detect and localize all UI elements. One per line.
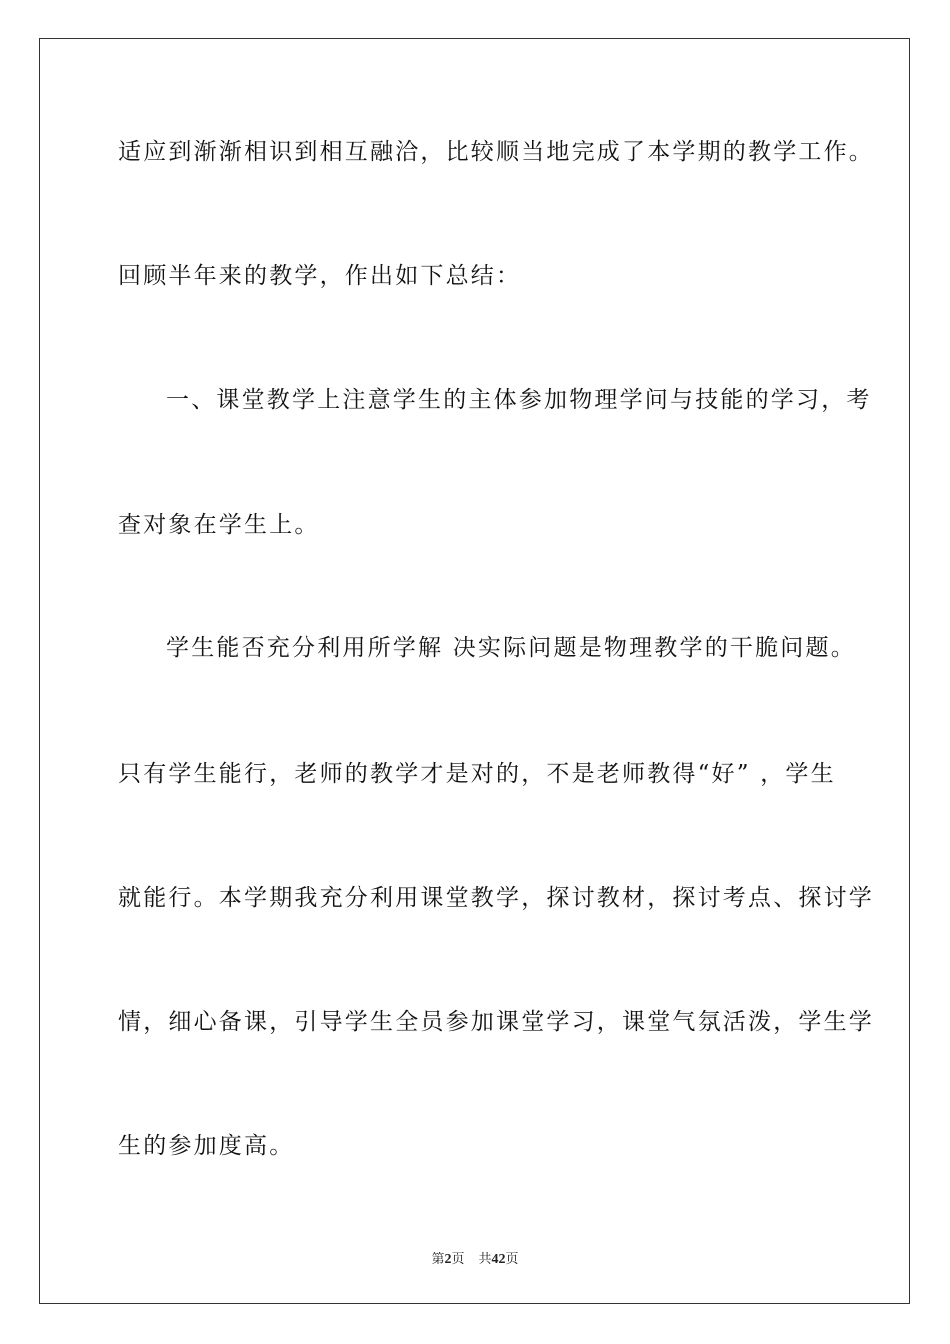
paragraph-line: 只有学生能行，老师的教学才是对的，不是老师教得“好” ，学生 (118, 761, 836, 787)
total-prefix: 共 (478, 1252, 492, 1267)
page-suffix: 页 (451, 1252, 465, 1267)
paragraph-line: 一、课堂教学上注意学生的主体参加物理学问与技能的学习，考 (166, 387, 872, 413)
paragraph-line: 学生能否充分利用所学解 决实际问题是物理教学的干脆问题。 (166, 635, 856, 661)
paragraph-line: 适应到渐渐相识到相互融洽，比较顺当地完成了本学期的教学工作。 (118, 139, 874, 165)
paragraph-line: 情，细心备课，引导学生全员参加课堂学习，课堂气氛活泼，学生学 (118, 1009, 874, 1035)
page-number: 2 (444, 1252, 452, 1267)
page-border (39, 38, 910, 1304)
page-footer (0, 1248, 950, 1268)
total-pages: 42 (491, 1252, 506, 1267)
total-suffix: 页 (505, 1252, 519, 1267)
paragraph-line: 生的参加度高。 (118, 1133, 295, 1159)
paragraph-line: 回顾半年来的教学，作出如下总结： (118, 263, 522, 289)
paragraph-line: 查对象在学生上。 (118, 512, 320, 538)
paragraph-line: 就能行。本学期我充分利用课堂教学，探讨教材，探讨考点、探讨学 (118, 885, 874, 911)
page-prefix: 第 (431, 1252, 445, 1267)
